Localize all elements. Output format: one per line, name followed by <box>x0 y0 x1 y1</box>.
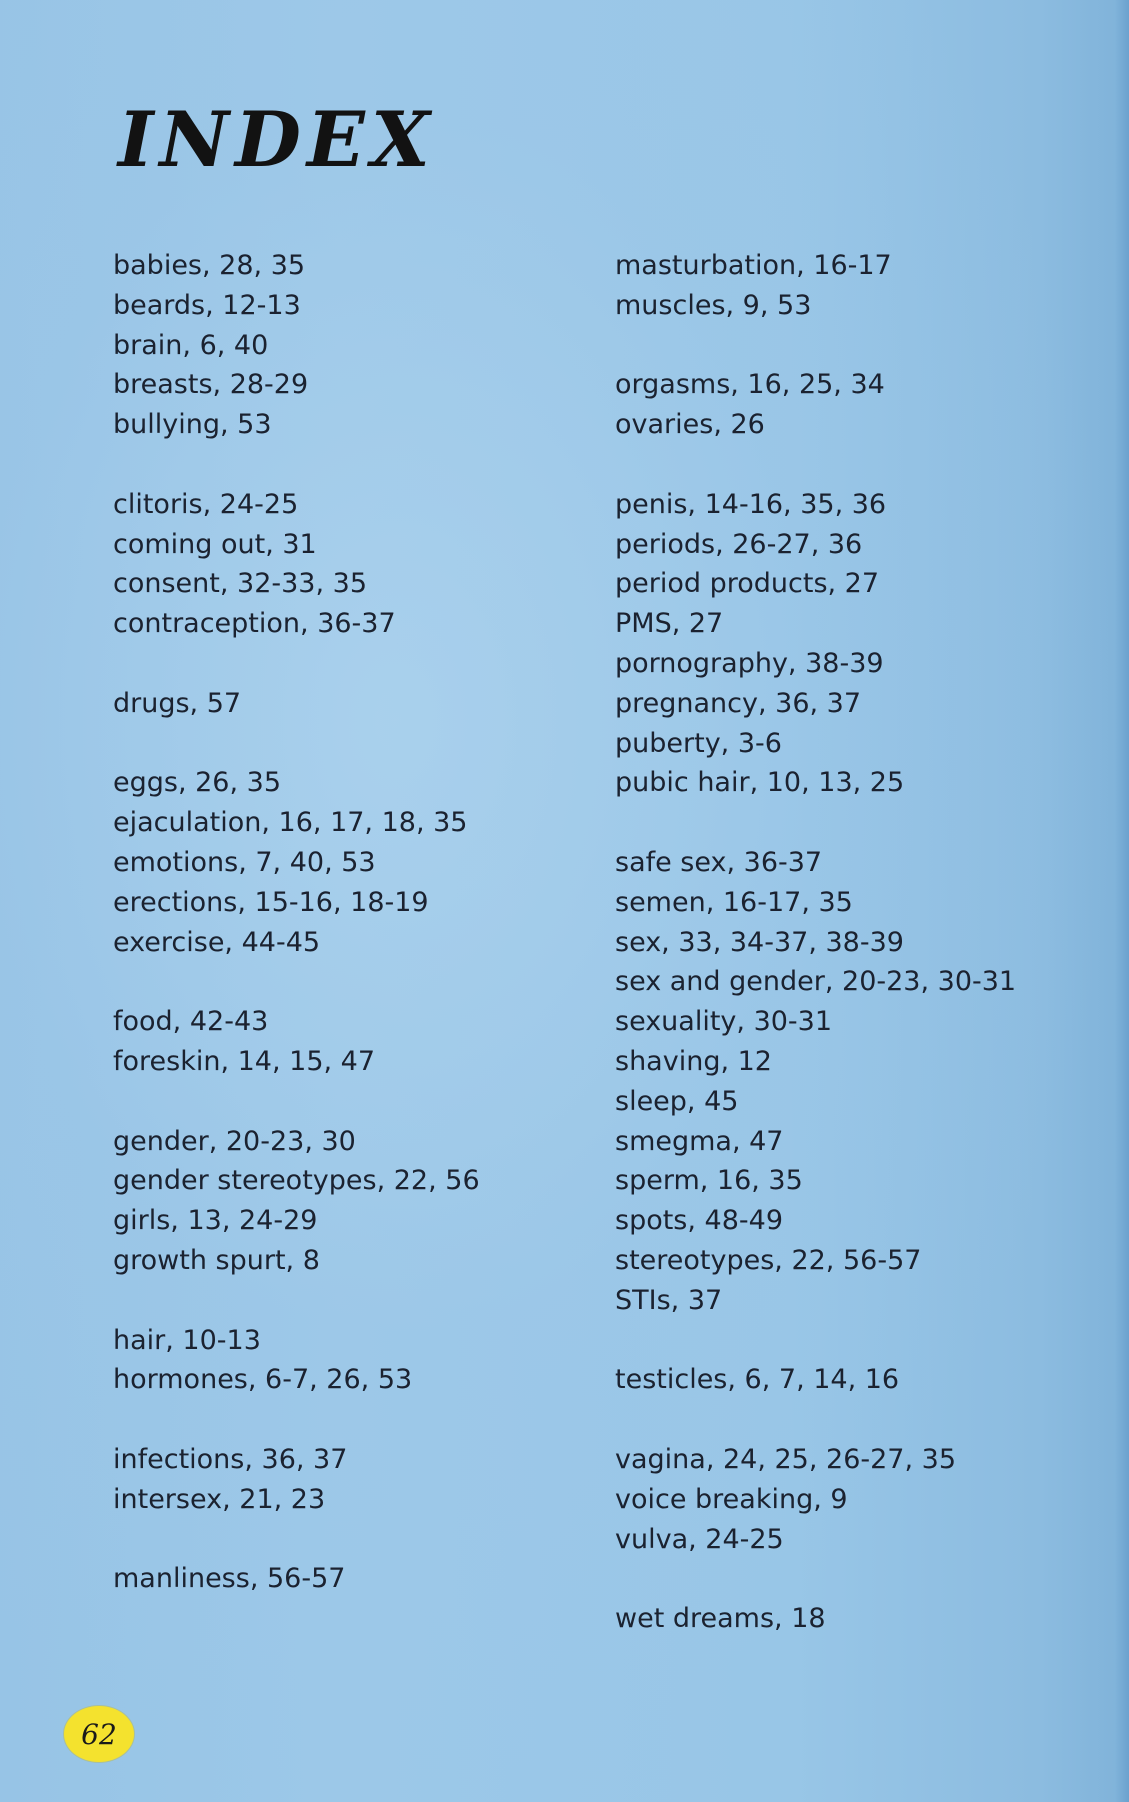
index-entry: hormones, 6-7, 26, 53 <box>113 1364 413 1396</box>
index-entry: orgasms, 16, 25, 34 <box>615 369 885 401</box>
index-entry: coming out, 31 <box>113 528 317 560</box>
index-entry: voice breaking, 9 <box>615 1483 848 1515</box>
index-entry: gender, 20-23, 30 <box>113 1125 356 1157</box>
index-entry: bullying, 53 <box>113 409 272 441</box>
index-entry: ejaculation, 16, 17, 18, 35 <box>113 807 468 839</box>
page-title: INDEX <box>118 95 436 184</box>
page-number: 62 <box>81 1717 117 1751</box>
index-entry: pregnancy, 36, 37 <box>615 687 862 719</box>
index-entry: safe sex, 36-37 <box>615 846 823 878</box>
index-entry: beards, 12-13 <box>113 289 301 321</box>
index-entry: smegma, 47 <box>615 1125 784 1157</box>
index-entry: drugs, 57 <box>113 687 242 719</box>
index-entry: girls, 13, 24-29 <box>113 1205 318 1237</box>
index-entry: period products, 27 <box>615 568 880 600</box>
index-entry: eggs, 26, 35 <box>113 767 281 799</box>
index-entry: babies, 28, 35 <box>113 250 306 281</box>
index-entry: intersex, 21, 23 <box>113 1483 326 1515</box>
index-entry: spots, 48-49 <box>615 1205 783 1237</box>
index-entry: brain, 6, 40 <box>113 329 269 361</box>
index-entry: vulva, 24-25 <box>615 1523 784 1555</box>
index-entry: growth spurt, 8 <box>113 1244 320 1276</box>
index-entry: penis, 14-16, 35, 36 <box>615 488 887 520</box>
index-entry: sex, 33, 34-37, 38-39 <box>615 926 904 958</box>
index-entry: hair, 10-13 <box>113 1324 261 1356</box>
index-entry: contraception, 36-37 <box>113 608 396 640</box>
index-entry: foreskin, 14, 15, 47 <box>113 1045 376 1077</box>
index-entry: sex and gender, 20-23, 30-31 <box>615 966 1017 998</box>
index-entry: manliness, 56-57 <box>113 1563 346 1595</box>
page-edge-shadow <box>1115 0 1129 1802</box>
index-entry: sperm, 16, 35 <box>615 1165 803 1197</box>
index-entry: periods, 26-27, 36 <box>615 528 863 560</box>
index-entry: sexuality, 30-31 <box>615 1006 833 1038</box>
index-entry: vagina, 24, 25, 26-27, 35 <box>615 1443 957 1475</box>
index-entry: food, 42-43 <box>113 1006 269 1038</box>
page-number-badge <box>64 1706 134 1762</box>
index-entry: PMS, 27 <box>615 608 724 640</box>
index-entry: breasts, 28-29 <box>113 369 309 401</box>
index-entry: shaving, 12 <box>615 1045 772 1077</box>
index-entry: infections, 36, 37 <box>113 1443 348 1475</box>
index-entry: erections, 15-16, 18-19 <box>113 886 429 918</box>
index-column-right <box>615 246 1016 1639</box>
index-entry: exercise, 44-45 <box>113 926 321 958</box>
index-entry: emotions, 7, 40, 53 <box>113 846 376 878</box>
index-entry: consent, 32-33, 35 <box>113 568 367 600</box>
index-entry: semen, 16-17, 35 <box>615 886 853 918</box>
index-entry: pornography, 38-39 <box>615 647 884 679</box>
index-entry: muscles, 9, 53 <box>615 289 812 321</box>
index-entry: testicles, 6, 7, 14, 16 <box>615 1364 900 1396</box>
index-entry: ovaries, 26 <box>615 409 765 441</box>
index-entry: masturbation, 16-17 <box>615 250 892 281</box>
index-entry: stereotypes, 22, 56-57 <box>615 1244 922 1276</box>
index-entry: sleep, 45 <box>615 1085 739 1117</box>
index-entry: STIs, 37 <box>615 1284 723 1316</box>
index-entry: wet dreams, 18 <box>615 1603 826 1635</box>
index-entry: pubic hair, 10, 13, 25 <box>615 767 905 799</box>
index-entry: gender stereotypes, 22, 56 <box>113 1165 480 1197</box>
index-entry: clitoris, 24-25 <box>113 488 299 520</box>
index-column-left <box>113 246 480 1599</box>
index-entry: puberty, 3-6 <box>615 727 782 759</box>
